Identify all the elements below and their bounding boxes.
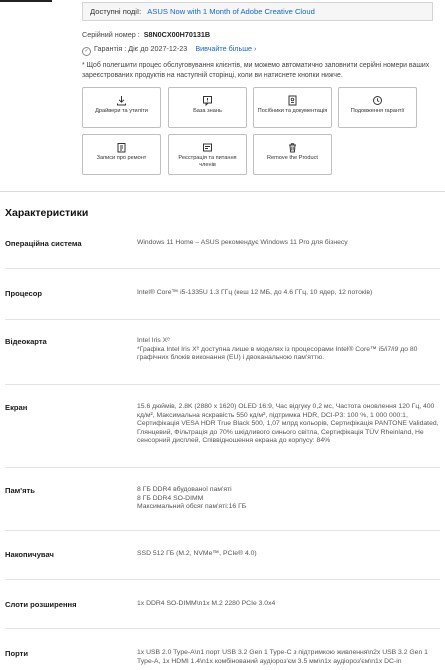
spec-key: Операційна система [5,239,82,248]
section-divider [0,191,445,192]
learn-more-link[interactable] [195,44,256,53]
row-divider [5,530,440,531]
spec-value: 15.6 дюймів, 2.8K (2880 x 1620) OLED 16:9, Час відгуку 0,2 мс, Частота оновлення 120 Гц, 400 кд/м², Максимальна яскравість 550 кд/м², підтримка HDR, DCI-P3: 100 %, 1 000 000:1, Сертифікація VESA HDR True Black 500, 1,07 млрд кольорів, Сертифікація PANTONE Validated, Глянцевий, Фільтрація до 70% шкідливого синього світла, Сертифікація TÜV Rheinland, Не сенсорний дисплей, Співвідношення екрана до корпусу: 84% [137,403,439,445]
spec-value: Windows 11 Home – ASUS рекомендує Windows 11 Pro для бізнесу [137,239,348,246]
warranty-info [82,44,256,56]
spec-key: Слоти розширення [5,600,77,609]
spec-value: 1x USB 2.0 Type-A\n1 порт USB 3.2 Gen 1 Type-C з підтримкою живлення\n2x USB 3.2 Gen 1 Type-A, 1x HDMI 1.4\n1x комбінований аудіороз'єм 3.5 мм\n1x аудіороз'єм\n1x DC-in [137,649,428,665]
spec-value: Intel Iris Xᵉ *Графіка Intel Iris Xᵉ доступна лише в моделях із процесорами Intel® Core™ i5/i7/i9 до 80 графічних блоків виконання (EU) і двоканальною пам'яттю. [137,337,418,362]
row-divider [5,628,440,629]
card-remove-product[interactable] [253,134,332,175]
available-events-box [82,2,433,21]
serial-value: S8N0CX00H70131B [143,30,211,39]
shield-icon: ✓ [82,47,91,56]
card-drivers-utilities[interactable] [82,87,161,128]
card-extend-warranty[interactable] [338,87,417,128]
row-divider [5,268,440,269]
spec-value: SSD 512 ГБ (M.2, NVMe™, PCIe® 4.0) [137,550,257,557]
top-rule [0,0,52,2]
spec-key: Накопичувач [5,550,54,559]
serial-number [82,30,210,39]
trash-icon [254,142,331,153]
card-knowledge-base[interactable] [168,87,247,128]
spec-key: Процесор [5,289,43,298]
card-label: Записи про ремонт [96,155,147,161]
card-repair-records[interactable] [82,134,161,175]
card-label: Драйвери та утиліти [95,108,148,114]
card-label: Подовження гарантії [350,108,405,114]
autofill-note: * Щоб полегшити процес обслуговування клієнтів, ми можемо автоматично заповнити серійні номери ваших зареєстрованих продуктів на наступній сторінці, коли ви натиснете кнопки нижче. [82,62,430,79]
knowledge-icon [169,95,246,106]
row-divider [5,579,440,580]
spec-value: Intel® Core™ i5-1335U 1.3 ГГц (кеш 12 МБ, до 4.6 ГГц, 10 ядер, 12 потоків) [137,289,373,296]
learn-more-label: Вивчайте більше [195,44,252,53]
card-label: Посібники та документація [257,108,328,114]
spec-key: Порти [5,649,29,658]
row-divider [5,319,440,320]
available-events-link[interactable]: ASUS Now with 1 Month of Adobe Creative Cloud [147,7,315,16]
spec-key: Відеокарта [5,337,47,346]
spec-key: Екран [5,403,28,412]
specs-title: Характеристики [5,207,89,219]
card-label: Remove the Product [267,155,318,161]
available-events-label: Доступні події: [90,7,142,16]
card-registration-member[interactable] [168,134,247,175]
spec-key: Пам'ять [5,486,35,495]
spec-value: 8 ГБ DDR4 вбудованої пам'яті 8 ГБ DDR4 SO-DIMM Максимальний обсяг пам'яті:16 ГБ [137,486,247,511]
warranty-label: Гарантія : Діє до 2027-12-23 [94,44,188,53]
spec-value: 1x DDR4 SO-DIMM\n1x M.2 2280 PCIe 3.0x4 [137,600,276,607]
manual-icon [254,95,331,106]
card-label: Реєстрація та питання членів [178,155,237,168]
extend-warranty-icon [339,95,416,106]
repair-record-icon [83,142,160,153]
row-divider [5,467,440,468]
card-manuals-docs[interactable] [253,87,332,128]
registration-icon [169,142,246,153]
card-label: База знань [193,108,222,114]
chevron-right-icon: › [254,44,257,53]
download-icon [83,95,160,106]
serial-label: Серійний номер : [82,30,140,39]
row-divider [5,384,440,385]
